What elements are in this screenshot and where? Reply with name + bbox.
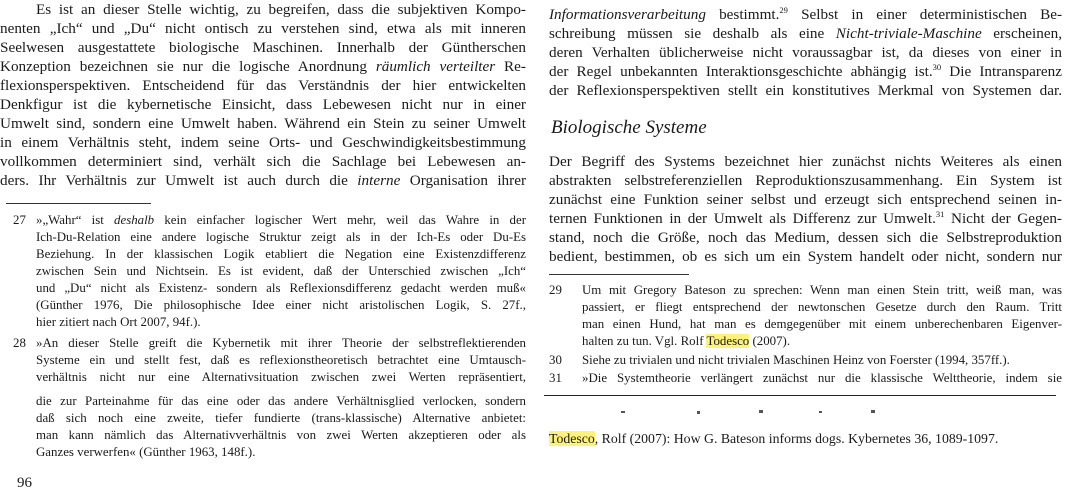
footnote-ref[interactable]: 31: [935, 209, 945, 219]
footnote-line: Beziehung. In der klassischen Logik etabliert die Negation eine Existenzdifferenz: [36, 247, 526, 261]
search-highlight: Todesco: [706, 334, 750, 348]
footnote-ref[interactable]: 29: [779, 5, 788, 15]
footnote-line: Ich-Du-Relation eine andere logische Struktur zeigt als in der Ich-Es oder Du-Es: [36, 230, 526, 244]
body-line: in einem Verhältnis steht, indem seine Orts- und Geschwindigkeitsbestimmung: [0, 134, 526, 151]
footnote-line: man kann nämlich das Alternativverhältnis von zwei Werten akzeptieren oder als: [36, 428, 526, 442]
footnote-line: man einen Hund, hat man es demgegenüber mit einem unberechenbaren Eigenver-: [582, 317, 1062, 331]
footnote-line: 29 Um mit Gregory Bateson zu sprechen: Wenn man einen Stein tritt, weiß man, was: [549, 283, 1062, 297]
italic-phrase: interne: [357, 172, 401, 189]
footnote-line: zwischen Sein und Nichtsein. Es ist evident, daß der Unterschied zwischen „Ich“: [36, 264, 526, 278]
footnote-rule: [549, 274, 689, 275]
body-line: Denkfigur ist die kybernetische Einsicht, dass Lebewesen nicht nur in einer: [0, 96, 526, 113]
body-line: zunächst eine Funktion seiner selbst und erzeugt sich entsprechend seinen in-: [549, 191, 1062, 208]
footnote-line: passiert, er fliegt entsprechend der newtonschen Gesetze durch den Raum. Tritt: [582, 300, 1062, 314]
footnote-line: Ganzes verwerfen« (Günther 1963, 148f.).: [36, 445, 256, 459]
body-line: deren Verhalten üblicherweise nicht voraussagbar ist, da dieses von einer in: [549, 44, 1062, 61]
reference-entry: Todesco, Rolf (2007): How G. Bateson informs dogs. Kybernetes 36, 1089-1097.: [549, 431, 999, 446]
clipped-text-fragments: [609, 409, 909, 415]
body-line: stand, noch die Größe, noch das Medium, dessen sich die Selbstreproduktion: [549, 229, 1062, 246]
body-line: flexionsperspektiven. Entscheidend für das Verständnis der hier entwickelten: [0, 77, 526, 94]
search-highlight: Todesco: [549, 431, 595, 446]
footnote-line: 28 »An dieser Stelle greift die Kybernetik mit ihrer Theorie der selbstreflektierenden: [13, 336, 526, 350]
footnote-line: verhältnis nicht nur eine Alternativsituation zwischen zwei Werten repräsentiert,: [36, 370, 526, 384]
italic-phrase: räumlich verteilter: [375, 58, 496, 75]
footnote-line: hier zitiert nach Ort 2007, 94f.).: [36, 315, 201, 329]
body-line: der Reflexionsperspektiven stellt ein konstitutives Merkmal von Systemen dar.: [549, 82, 1062, 99]
footnote-rule: [6, 203, 151, 204]
footnote-ref[interactable]: 30: [932, 62, 942, 72]
body-line: Es ist an dieser Stelle wichtig, zu begreifen, dass die subjektiven Kompo-: [36, 1, 526, 18]
footnote-line: und „Du“ nicht als Existenz- sondern als Reflexionsdifferenz gedacht werden muß«: [36, 281, 526, 295]
footnote-line: Systeme ein und stellt fest, daß es reflexionstheoretisch betrachtet eine Umtausch-: [36, 353, 526, 367]
body-line: ders. Ihr Verhältnis zur Umwelt ist auch durch die interne Organisation ihrer: [0, 172, 526, 189]
footnote-31: 31 »Die Systemtheorie verlängert zunächst nur die klassische Welttheorie, indem sie: [549, 371, 1062, 385]
body-line: vollkommen determiniert sind, verhält sich die Sachlage bei Lebewesen an-: [0, 153, 526, 170]
body-line: bedient, bestimmen, ob es sich um ein System handelt oder nicht, sondern nur: [549, 248, 1062, 265]
body-line: Der Begriff des Systems bezeichnet hier zunächst nichts Weiteres als einen: [549, 153, 1062, 170]
footnote-number: 28: [13, 336, 26, 350]
footnote-number: 29: [549, 283, 562, 297]
page-break-rule: [544, 395, 1056, 396]
footnote-line: (Günther 1976, Die philosophische Idee einer nicht aristolischen Logik, S. 27f.,: [36, 298, 526, 312]
footnote-line: halten zu tun. Vgl. Rolf Todesco (2007).: [582, 334, 791, 348]
footnote-30: 30 Siehe zu trivialen und nicht trivialen Maschinen Heinz von Foerster (1994, 357ff.).: [549, 353, 1010, 367]
footnote-line: daß sich noch eine zweite, tiefer fundierte (trans-klassische) Alternative anbietet:: [36, 411, 526, 425]
footnote-line: die zur Parteinahme für das eine oder das andere Verhältnisglied verlocken, sondern: [36, 394, 526, 408]
body-line: Umwelt sind, sondern eine Umwelt haben. Während ein Stein zu seiner Umwelt: [0, 115, 526, 132]
footnote-number: 31: [549, 371, 562, 385]
body-line: Seelwesen ausgestattete biologische Maschinen. Innerhalb der Güntherschen: [0, 39, 526, 56]
footnote-line: 27 »„Wahr“ ist deshalb kein einfacher logischer Wert mehr, weil das Wahre in der: [13, 213, 526, 227]
footnote-number: 30: [549, 353, 562, 367]
body-line: der Regel unbekannten Interaktionsgeschichte abhängig ist.$^{30}$ Die Intransparenz: [549, 62, 1062, 80]
body-line: Konzeption bezeichnen sie nur die logische Anordnung räumlich verteilter Re-: [0, 58, 526, 75]
body-line: Informationsverarbeitung bestimmt.$^{29}$ Selbst in einer deterministischen Be-: [549, 5, 1063, 23]
body-line: nenten „Ich“ und „Du“ nicht ontisch zu verstehen sind, etwa als mit inneren: [0, 20, 526, 37]
body-line: schreibung müssen sie deshalb als eine Nicht-triviale-Maschine erscheinen,: [549, 25, 1062, 42]
body-line: ternen Funktionen in der Umwelt als Differenz zur Umwelt.$^{31}$ Nicht der Gegen-: [549, 209, 1062, 227]
footnote-number: 27: [13, 213, 26, 227]
body-line: abstrakten selbstreferenziellen Reproduktionszusammenhang. Ein System ist: [549, 172, 1062, 189]
section-heading: Biologische Systeme: [551, 117, 707, 138]
page-number: 96: [17, 475, 32, 491]
